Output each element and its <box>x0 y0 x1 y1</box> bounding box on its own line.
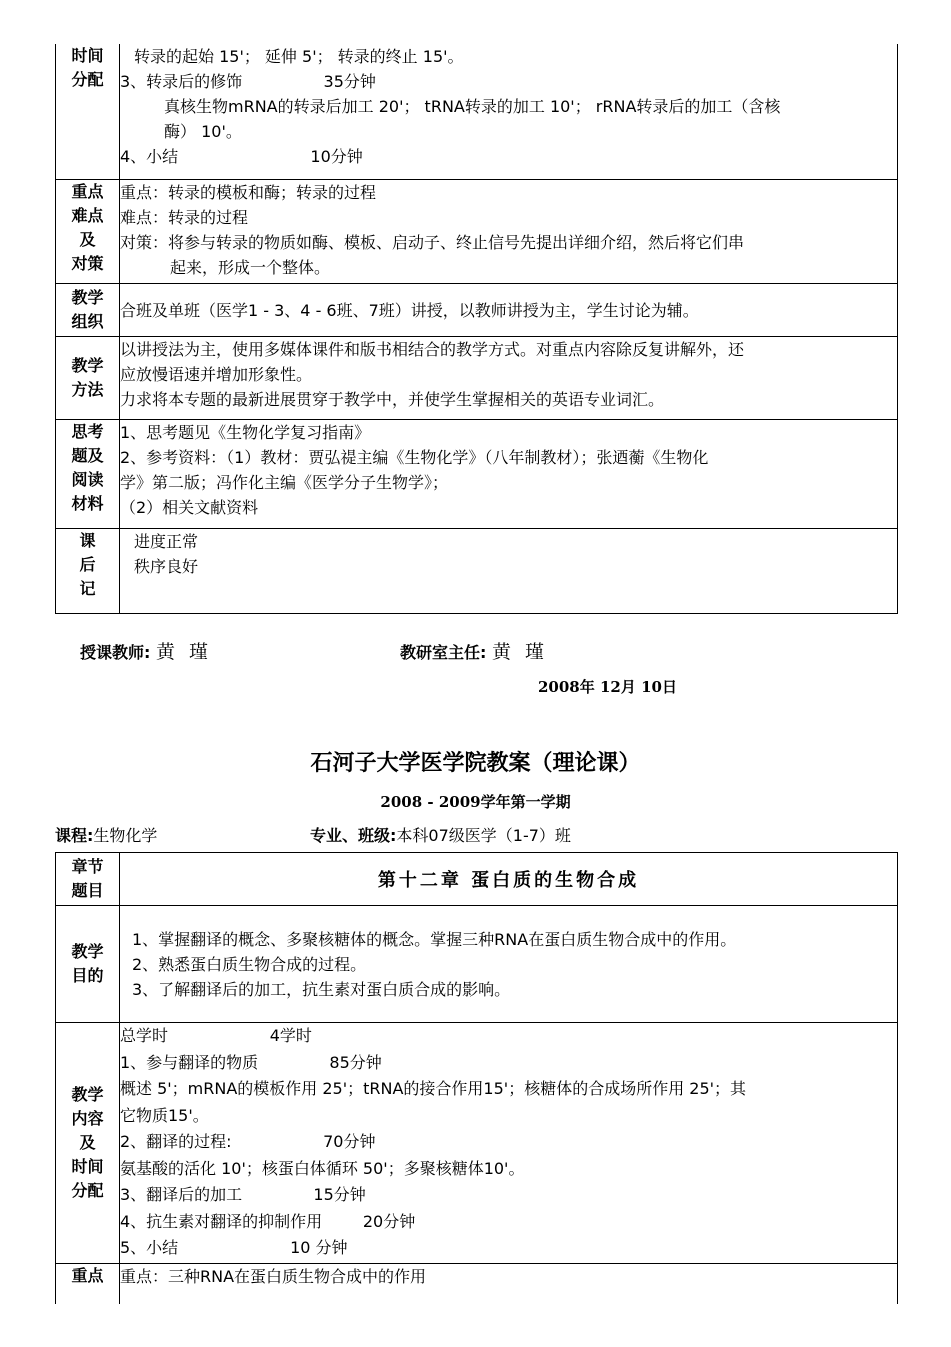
content-line: 秩序良好 <box>134 557 199 576</box>
major-info <box>310 823 571 846</box>
content-line: 2、参考资料：（1）教材：贾弘禔主编《生物化学》（八年制教材）；张迺蘅《生物化 <box>120 448 709 467</box>
content-line: 2、翻译的过程: 70分钟 <box>120 1132 376 1151</box>
label-line: 题目 <box>71 881 104 900</box>
label-reading-materials <box>56 420 120 529</box>
label-line: 教学 <box>71 288 104 307</box>
content-line: 真核生物mRNA的转录后加工 20'； tRNA转录的加工 10'； rRNA转录后的加工（含核 <box>164 97 781 116</box>
label-teaching-organization <box>56 284 120 337</box>
label-teaching-content <box>56 1023 120 1264</box>
content-line: 学》第二版；冯作化主编《医学分子生物学》； <box>120 473 449 492</box>
content-line: 它物质15'。 <box>120 1105 209 1125</box>
label-line: 内容 <box>71 1109 104 1128</box>
label-key-points <box>56 180 120 284</box>
label-line: 及 <box>79 230 96 249</box>
content-time-allocation <box>120 44 898 180</box>
row-teaching-goals <box>56 906 898 1023</box>
content-line: 4、小结 10分钟 <box>120 147 363 166</box>
content-line: 难点：转录的过程 <box>120 208 249 227</box>
course-value: 生物化学 <box>93 826 158 845</box>
academic-term: 2008 - 2009学年第一学期 <box>380 793 571 811</box>
upper-lesson-table <box>55 44 898 614</box>
label-line: 题及 <box>71 446 104 465</box>
row-teaching-method <box>56 337 898 420</box>
content-teaching-goals <box>120 906 898 1023</box>
content-line: 起来，形成一个整体。 <box>170 258 331 277</box>
content-line: 1、掌握翻译的概念、多聚核糖体的概念。掌握三种RNA在蛋白质生物合成中的作用。 <box>132 929 737 949</box>
page-title: 石河子大学医学院教案（理论课） <box>310 751 641 776</box>
label-line: 思考 <box>71 422 104 441</box>
content-line: 1、思考题见《生物化学复习指南》 <box>120 423 371 442</box>
label-line: 材料 <box>71 494 104 513</box>
content-line: 3、翻译后的加工 15分钟 <box>120 1185 366 1204</box>
row-teaching-content <box>56 1023 898 1264</box>
teacher-label: 授课教师: <box>80 643 151 662</box>
row-key-points <box>56 180 898 284</box>
lower-lesson-table <box>55 852 898 1304</box>
course-info <box>55 823 157 846</box>
content-line: 转录的起始 15'； 延伸 5'； 转录的终止 15'。 <box>134 47 464 66</box>
label-line: 章节 <box>71 857 104 876</box>
content-teaching-organization <box>120 284 898 337</box>
content-line: 合班及单班（医学1 - 3、4 - 6班、7班）讲授，以教师讲授为主，学生讨论为辅。 <box>120 300 699 320</box>
content-line: 进度正常 <box>134 532 199 551</box>
content-line: 3、了解翻译后的加工，抗生素对蛋白质合成的影响。 <box>132 979 511 999</box>
label-line: 目的 <box>71 966 104 985</box>
label-line: 组织 <box>71 312 104 331</box>
label-teaching-method <box>56 337 120 420</box>
course-label: 课程: <box>55 826 94 845</box>
content-key-point <box>120 1264 898 1305</box>
row-chapter <box>56 853 898 906</box>
row-post-class-notes <box>56 529 898 614</box>
row-time-allocation <box>56 44 898 180</box>
row-teaching-organization <box>56 284 898 337</box>
content-key-points <box>120 180 898 284</box>
content-line: 总学时 4学时 <box>120 1026 312 1045</box>
label-line: 教学 <box>71 942 104 961</box>
teacher-name: 黄 瑾 <box>155 641 213 663</box>
label-key-point <box>56 1264 120 1305</box>
label-line: 方法 <box>71 380 104 399</box>
director-signature <box>400 637 548 664</box>
label-line: 课 <box>79 531 96 550</box>
content-line: 以讲授法为主，使用多媒体课件和版书相结合的教学方式。对重点内容除反复讲解外，还 <box>120 340 745 359</box>
chapter-title-cell <box>120 853 898 906</box>
content-line: （2）相关文献资料 <box>120 498 259 517</box>
label-post-class-notes <box>56 529 120 614</box>
content-line: 应放慢语速并增加形象性。 <box>120 365 313 384</box>
label-line: 记 <box>79 579 96 598</box>
content-line: 4、抗生素对翻译的抑制作用 20分钟 <box>120 1211 416 1231</box>
content-line: 对策：将参与转录的物质如酶、模板、启动子、终止信号先提出详细介绍，然后将它们串 <box>120 233 745 252</box>
content-line: 重点：三种RNA在蛋白质生物合成中的作用 <box>120 1267 427 1286</box>
content-teaching-content <box>120 1023 898 1264</box>
label-chapter <box>56 853 120 906</box>
row-reading-materials <box>56 420 898 529</box>
label-time-allocation <box>56 44 120 180</box>
content-line: 1、参与翻译的物质 85分钟 <box>120 1052 382 1072</box>
label-line: 教学 <box>71 1085 104 1104</box>
major-label: 专业、班级: <box>310 826 397 845</box>
label-line: 阅读 <box>71 470 104 489</box>
label-line: 分配 <box>71 70 104 89</box>
label-line: 及 <box>79 1133 96 1152</box>
content-post-class-notes <box>120 529 898 614</box>
label-line: 教学 <box>71 356 104 375</box>
content-line: 3、转录后的修饰 35分钟 <box>120 72 376 91</box>
major-value: 本科07级医学（1-7）班 <box>396 826 571 845</box>
label-line: 难点 <box>71 206 104 225</box>
label-line: 时间 <box>71 46 104 65</box>
label-line: 分配 <box>71 1181 104 1200</box>
content-line: 5、小结 10 分钟 <box>120 1238 348 1257</box>
content-teaching-method <box>120 337 898 420</box>
signature-date: 2008年 12月 10日 <box>538 678 677 696</box>
director-label: 教研室主任: <box>400 643 487 662</box>
teacher-signature <box>80 637 212 664</box>
content-line: 概述 5'；mRNA的模板作用 25'；tRNA的接合作用15'；核糖体的合成场所作用 25'；其 <box>120 1079 747 1098</box>
content-line: 重点：转录的模板和酶；转录的过程 <box>120 183 377 202</box>
label-line: 对策 <box>71 254 104 273</box>
content-line: 氨基酸的活化 10'；核蛋白体循环 50'；多聚核糖体10'。 <box>120 1158 525 1178</box>
label-line: 重点 <box>71 182 104 201</box>
director-name: 黄 瑾 <box>491 641 549 663</box>
label-line: 时间 <box>71 1157 104 1176</box>
row-key-point <box>56 1264 898 1305</box>
label-teaching-goals <box>56 906 120 1023</box>
content-line: 酶） 10'。 <box>164 122 242 141</box>
chapter-title: 第十二章 蛋白质的生物合成 <box>377 870 640 891</box>
label-line: 后 <box>79 555 96 574</box>
content-line: 2、熟悉蛋白质生物合成的过程。 <box>132 954 367 974</box>
content-reading-materials <box>120 420 898 529</box>
content-line: 力求将本专题的最新进展贯穿于教学中，并使学生掌握相关的英语专业词汇。 <box>120 390 665 409</box>
label-line: 重点 <box>71 1266 104 1285</box>
